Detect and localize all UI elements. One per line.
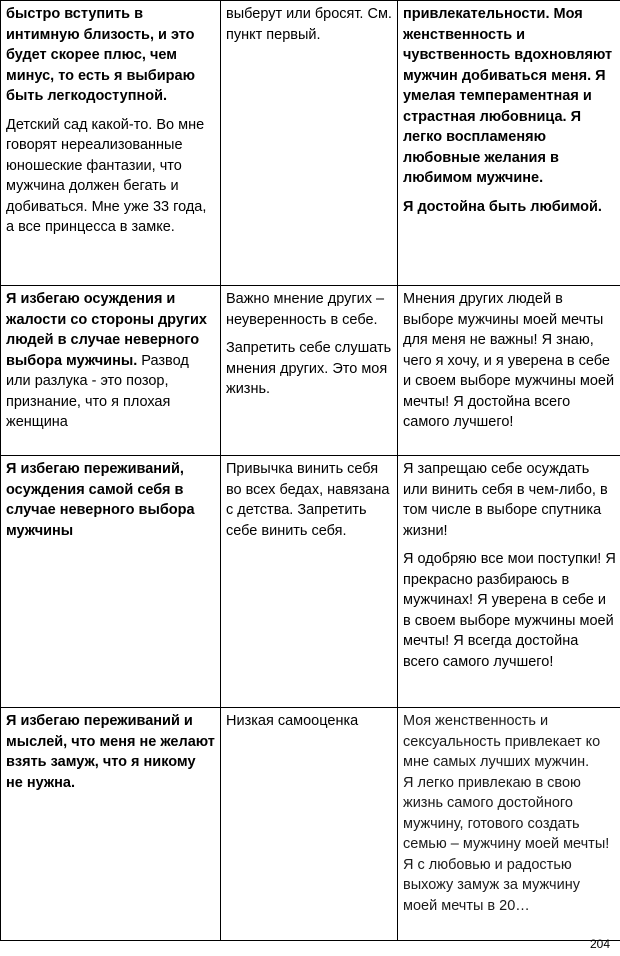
problem-bold-text: быстро вступить в интимную близость, и это будет скорее плюс, чем минус, то есть я выбираю быть легкодоступной. bbox=[6, 6, 195, 104]
table-row bbox=[1, 286, 620, 456]
problem-comment-text: Развод или разлука - это позор, признание, что я плохая женщина bbox=[6, 352, 189, 430]
problem-bold-text: Я избегаю переживаний и мыслей, что меня не желают взять замуж, что я никому не нужна. bbox=[6, 713, 215, 791]
affirmation-bold-text: привлекательности. Моя женственность и чувственность вдохновляют мужчин добиваться меня. Я умелая темпераментная и страстная любовница. Я легко воспламеняю любовные желания в любимом мужчине. bbox=[403, 6, 613, 186]
affirmation-text: Я запрещаю себе осуждать или винить себя в чем-либо, в том числе в выборе спутника жизни! bbox=[403, 461, 608, 539]
problem-bold-text: Я избегаю переживаний, осуждения самой себя в случае неверного выбора мужчины bbox=[6, 461, 195, 539]
affirmation-text: Моя женственность и сексуальность привлекает ко мне самых лучших мужчин. bbox=[403, 713, 601, 770]
problem-comment-text: Детский сад какой-то. Во мне говорят нереализованные юношеские фантазии, что мужчина должен бегать и добиваться. Мне уже 33 года, а все принцесса в замке. bbox=[6, 116, 207, 235]
cause-text: Низкая самооценка bbox=[226, 713, 359, 729]
cause-text: выберут или бросят. См. пункт первый. bbox=[226, 6, 392, 43]
table-row bbox=[1, 708, 620, 941]
affirmation-text: Я легко привлекаю в свою жизнь самого достойного мужчину, готового создать семью – мужчину моей мечты! Я с любовью и радостью выхожу замуж за мужчину моей мечты в 20… bbox=[403, 774, 610, 914]
page-number: 204 bbox=[589, 937, 610, 951]
cause-cell bbox=[221, 286, 398, 456]
problem-bold-text: Я избегаю осуждения и жалости со стороны других людей в случае неверного выбора мужчины. bbox=[6, 291, 207, 369]
affirmation-cell bbox=[398, 286, 620, 456]
problem-cell bbox=[1, 456, 221, 708]
cause-cell bbox=[221, 456, 398, 708]
solution-text: Запретить себе слушать мнения других. Это моя жизнь. bbox=[226, 340, 392, 397]
cause-text: Привычка винить себя во всех бедах, навязана с детства. Запретить себе винить себя. bbox=[226, 461, 390, 539]
cause-cell bbox=[221, 708, 398, 941]
affirmation-cell bbox=[398, 708, 620, 941]
affirmation-cell bbox=[398, 1, 620, 286]
table-row bbox=[1, 456, 620, 708]
affirmation-text: Я одобряю все мои поступки! Я прекрасно разбираюсь в мужчинах! Я уверена в себе и в своем выборе мужчины моей мечты! Я всегда достойна всего самого лучшего! bbox=[403, 551, 616, 670]
cause-text: Важно мнение других – неуверенность в себе. bbox=[226, 291, 385, 328]
affirmation-cell bbox=[398, 456, 620, 708]
table-row bbox=[1, 1, 620, 286]
problem-cell bbox=[1, 1, 221, 286]
problem-cell bbox=[1, 708, 221, 941]
cause-cell bbox=[221, 1, 398, 286]
problem-cell bbox=[1, 286, 221, 456]
affirmation-text: Мнения других людей в выборе мужчины моей мечты для меня не важны! Я знаю, чего я хочу, и я уверена в себе и своем выборе мужчины моей мечты! Я достойна всего самого лучшего! bbox=[403, 291, 615, 430]
affirmation-bold-text: Я достойна быть любимой. bbox=[403, 198, 602, 215]
